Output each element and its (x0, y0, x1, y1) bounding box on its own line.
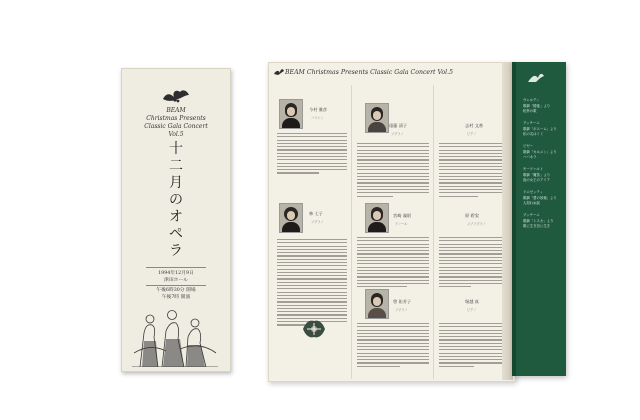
program-list-item: 歌劇「トスカ」より (523, 218, 554, 223)
program-list-item: 歌劇「愛の妙薬」より (523, 195, 557, 200)
cover-subtitle-3: Classic Gala Concert (144, 123, 208, 130)
cover-venue: 津田ホール (164, 278, 188, 283)
program-green-panel (512, 62, 566, 376)
program-list-item: 人知れぬ涙 (523, 201, 540, 205)
program-list-item: 私の名はミミ (523, 132, 544, 136)
bio-text-block (357, 237, 429, 290)
program-header: BEAM Christmas Presents Classic Gala Concert Vol.5 (285, 69, 454, 76)
performer-name: 原 碧実 (465, 213, 479, 218)
program-list-item: 乾杯の歌 (523, 109, 537, 113)
performer-photo (279, 99, 303, 129)
cover-subtitle-4: Vol.5 (168, 131, 184, 138)
program-list-item: モーツァルト (523, 167, 544, 171)
performer-name: 堀越 真 (465, 299, 479, 304)
cover-time-open: 午後6時30分 開場 (156, 288, 196, 293)
program-list-item: 夜の女王のアリア (523, 178, 550, 182)
program-list-item: ビゼー (523, 144, 534, 148)
performer-name: 遠藤 清子 (389, 123, 408, 128)
performer-name: 曽 佑芳子 (393, 299, 412, 304)
bio-text-block (439, 323, 509, 369)
performer-photo (365, 289, 389, 319)
holly-logo-icon (160, 87, 192, 105)
program-list-item: 歌劇「椿姫」より (523, 103, 551, 108)
performer-role: ソプラノ (395, 308, 408, 312)
performer-name: 林 七子 (309, 211, 323, 216)
performer-role: メゾソプラノ (467, 222, 486, 226)
performer-photo (365, 203, 389, 233)
program-list-item: プッチーニ (523, 213, 540, 217)
program-list-item: ヴェルディ (523, 98, 540, 102)
program-list-item: 歌に生き恋に生き (523, 224, 551, 228)
performer-role: ピアノ (467, 132, 477, 136)
cover-divider (146, 267, 206, 268)
program-list-item: ハバネラ (523, 155, 537, 159)
holly-small-icon (273, 67, 285, 77)
bio-text-block (439, 143, 509, 199)
bio-text-block (277, 239, 347, 328)
cover-title: 十二月のオペラ (169, 141, 183, 259)
program-list-item: プッチーニ (523, 121, 540, 125)
bio-text-block (357, 143, 429, 199)
cover-date: 1994年12月9日 (158, 271, 194, 276)
panel-fold-2 (433, 85, 434, 379)
cover-time-start: 午後7時 開演 (161, 295, 191, 300)
program-list-item: 歌劇「カルメン」より (523, 149, 557, 154)
program-list-item: 歌劇「ボエーム」より (523, 126, 557, 131)
bio-text-block (357, 323, 429, 369)
panel-fold-1 (351, 85, 352, 379)
performer-role: ピアノ (467, 308, 477, 312)
program-list-item: 歌劇「魔笛」より (523, 172, 551, 177)
performer-role: バリトン (311, 116, 324, 120)
cover-subtitle-1: BEAM (166, 107, 186, 114)
program-list-item: ドニゼッティ (523, 190, 543, 194)
brochure-cover (121, 68, 231, 372)
wreath-emblem-icon (301, 317, 327, 341)
panel-edge (512, 62, 516, 376)
cover-divider-2 (146, 285, 206, 286)
bio-text-block (439, 237, 509, 290)
performer-photo (365, 103, 389, 133)
engraving-illustration-icon (130, 293, 220, 367)
performer-role: テノール (395, 222, 408, 226)
program-sheet (268, 62, 516, 382)
performer-role: ソプラノ (311, 220, 324, 224)
performer-role: ソプラノ (391, 132, 404, 136)
performer-name: 今村 雅彦 (309, 107, 328, 112)
cover-subtitle-2: Christmas Presents (146, 115, 206, 122)
performer-photo (279, 203, 303, 233)
performer-name: 志村 文香 (465, 123, 484, 128)
leaf-ornament-icon (526, 70, 546, 86)
performer-name: 宮崎 義昭 (393, 213, 412, 218)
bio-text-block (277, 133, 347, 176)
